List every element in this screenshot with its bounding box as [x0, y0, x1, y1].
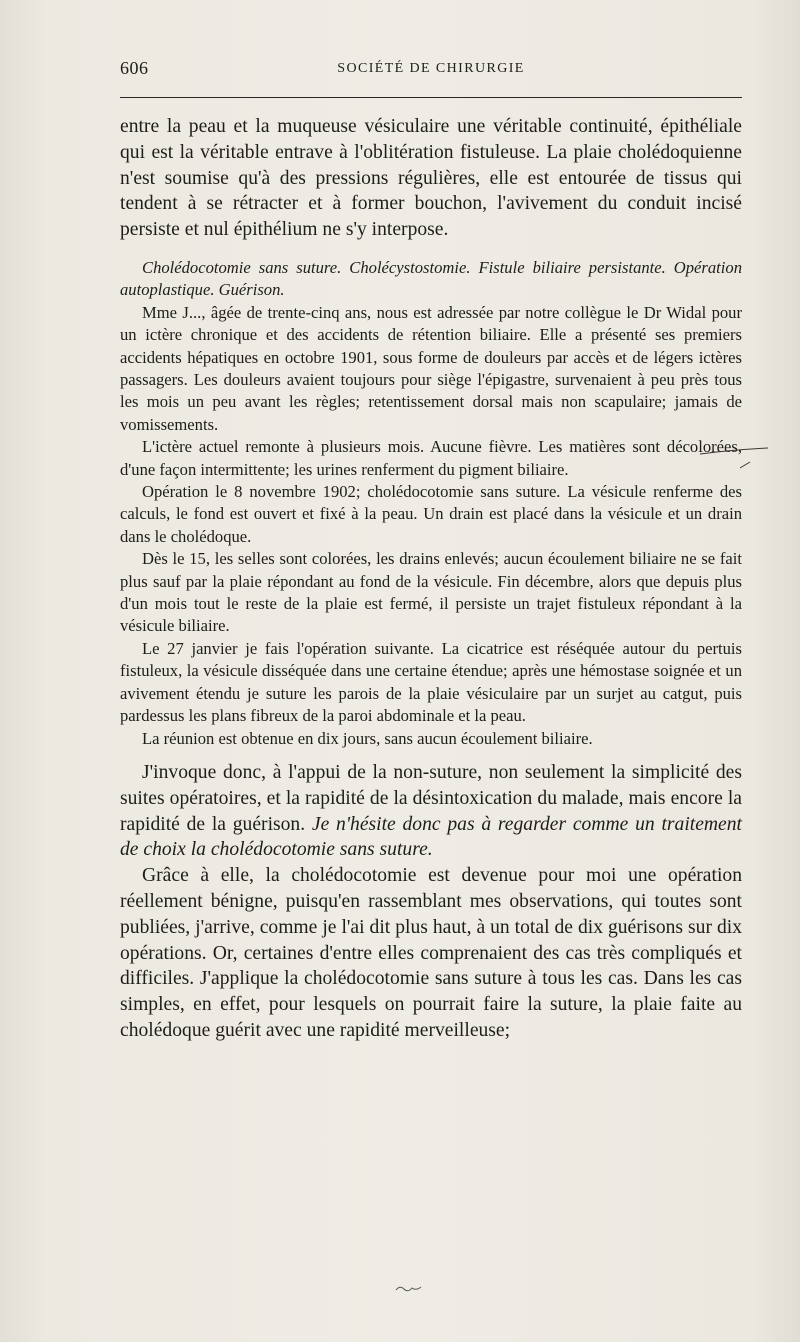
- case-paragraph: L'ictère actuel remonte à plusieurs mois. Aucune fièvre. Les matières sont décolorées, d'une façon intermittente; les urines renferment du pigment biliaire.: [120, 437, 742, 479]
- header-rule: [120, 97, 742, 98]
- case-paragraph: Mme J..., âgée de trente-cinq ans, nous est adressée par notre collègue le Dr Widal pour un ictère chronique et des accidents de rétention biliaire. Elle a présenté ses premiers accidents hépatiques en octobre 1901, sous forme de douleurs par accès et de légers ictères passagers. Les douleurs avaient toujours pour siège l'épigastre, survenaient à peu près tous les mois un peu avant les règles; retentissement dorsal mais non scapulaire; jamais de vomissements.: [120, 302, 742, 434]
- pencil-mark-icon: [700, 446, 770, 476]
- conclusion-paragraph: Grâce à elle, la cholédocotomie est devenue pour moi une opération réellement bénigne, puisqu'en rassemblant mes observations, qui toutes sont publiées, j'arrive, comme je l'ai dit plus haut, à un total de dix guérisons sur dix opérations. Or, certaines d'entre elles comprenaient des cas très compliqués et difficiles. J'applique la cholédocotomie sans suture à tous les cas. Dans les cas simples, en effet, pour lesquels on pourrait faire la suture, la plaie faite au cholédoque guérit avec une rapidité merveilleuse;: [120, 865, 742, 1041]
- case-paragraph: La réunion est obtenue en dix jours, sans aucun écoulement biliaire.: [142, 728, 593, 748]
- intro-paragraph: entre la peau et la muqueuse vésiculaire une véritable continuité, épithéliale qui est la véritable entrave à l'oblitération fistuleuse. La plaie cholédoquienne n'est soumise qu'à des pressions régulières, elle est entourée de tissus qui tendent à se rétracter et à former bouchon, l'avivement du conduit incisé persiste et nul épithélium ne s'y interpose.: [120, 116, 742, 241]
- case-report: [120, 302, 742, 750]
- conclusion-italic-text: Je n'hésite donc pas à regarder comme un traitement de choix la cholédocotomie sans suture.: [120, 813, 742, 861]
- case-paragraph: Opération le 8 novembre 1902; cholédocotomie sans suture. La vésicule renferme des calculs, le fond est ouvert et fixé à la peau. Un drain est placé dans la vésicule et un drain dans le cholédoque.: [120, 482, 742, 546]
- page-header: [120, 58, 742, 86]
- intro-section: [120, 114, 742, 243]
- body-text: [120, 114, 742, 1044]
- page-number: 606: [120, 58, 149, 78]
- case-paragraph: Le 27 janvier je fais l'opération suivante. La cicatrice est réséquée autour du pertuis fistuleux, la vésicule disséquée dans une certaine étendue; après une hémostase soignée et un avivement étendu je suture les parois de la plaie vésiculaire par un surjet au catgut, puis pardessus les plans fibreux de la paroi abdominale et la peau.: [120, 638, 742, 726]
- conclusion-roman-text: J'invoque donc, à l'appui de la non-suture, non seulement la simplicité des suites opératoires, et la rapidité de la désintoxication du malade, mais encore la rapidité de la guérison.: [120, 761, 742, 835]
- ink-squiggle-icon: [394, 1283, 424, 1293]
- conclusion-section: [120, 760, 742, 1044]
- case-title: Cholédocotomie sans suture. Cholécystostomie. Fistule biliaire persistante. Opération autoplastique. Guérison.: [120, 257, 742, 300]
- case-paragraph: Dès le 15, les selles sont colorées, les drains enlevés; aucun écoulement biliaire ne se fait plus sauf par la plaie répondant au fond de la vésicule. Fin décembre, alors que depuis plus d'un mois tout le reste de la plaie est fermé, il persiste un trajet fistuleux répondant à la vésicule biliaire.: [120, 549, 742, 636]
- running-head: SOCIÉTÉ DE CHIRURGIE: [337, 61, 525, 76]
- conclusion-paragraph: [120, 760, 742, 863]
